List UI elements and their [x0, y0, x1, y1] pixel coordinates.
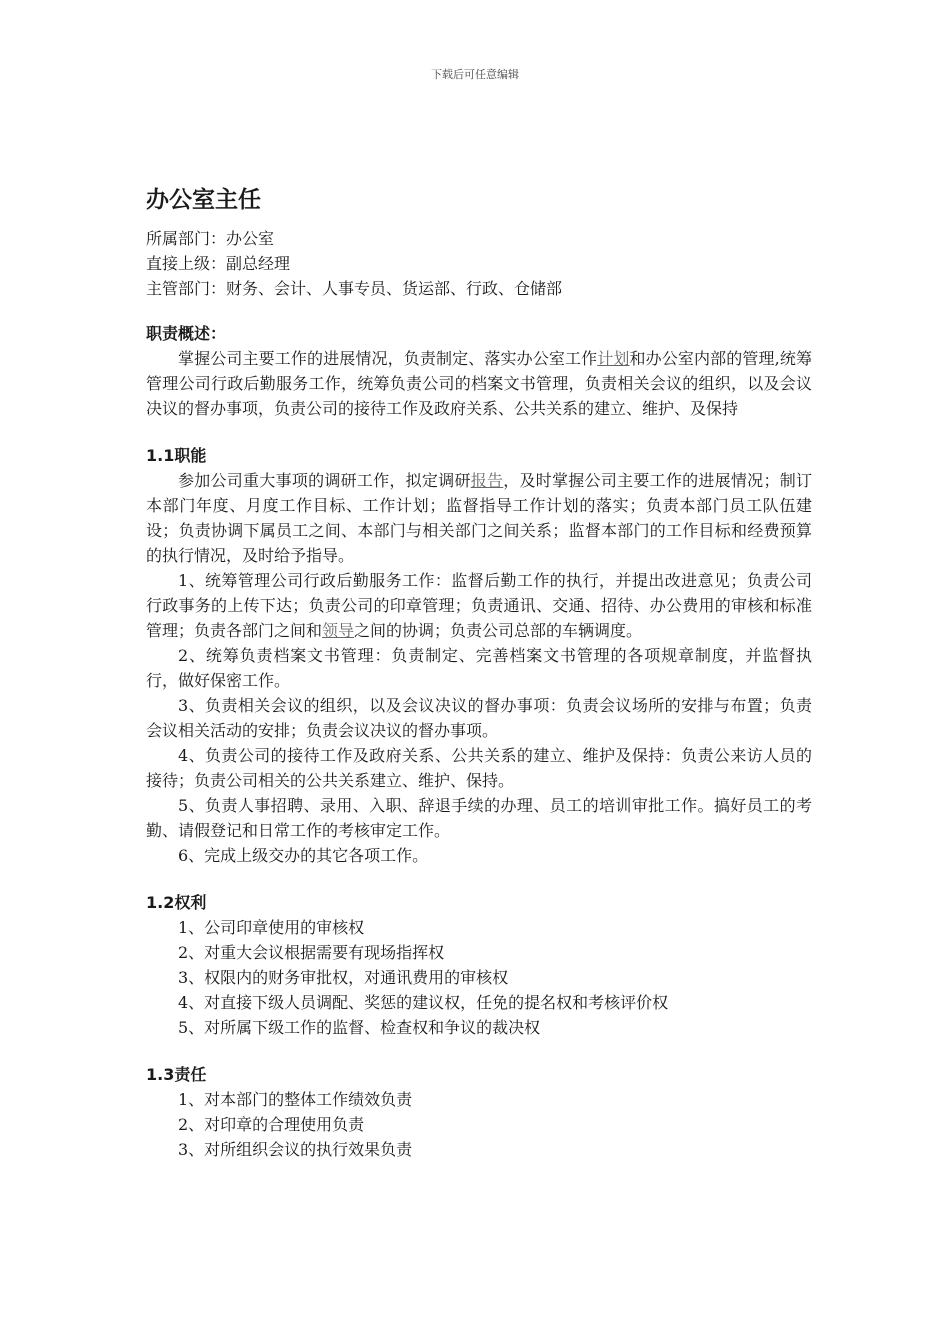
meta-managed-departments: 主管部门：财务、会计、人事专员、货运部、行政、仓储部	[146, 279, 563, 298]
function-item-6: 6、完成上级交办的其它各项工作。	[178, 846, 429, 865]
report-link[interactable]: 报告	[470, 471, 504, 490]
function-item-5: 5、负责人事招聘、录用、入职、辞退手续的办理、员工的培训审批工作。搞好员工的考勤、请假登记和日常工作的考核审定工作。	[146, 796, 812, 840]
function-item-1: 1、统筹管理公司行政后勤服务工作：监督后勤工作的执行，并提出改进意见；负责公司行政事务的上传下达；负责公司的印章管理；负责通讯、交通、招待、办公费用的审核和标准管理；负责各部门之间和领导之间的协调；负责公司总部的车辆调度。	[146, 571, 812, 640]
rights-item: 5、对所属下级工作的监督、检查权和争议的裁决权	[178, 1018, 541, 1037]
function-item-3: 3、负责相关会议的组织，以及会议决议的督办事项：负责会议场所的安排与布置；负责会议相关活动的安排；负责会议决议的督办事项。	[146, 696, 812, 740]
functions-heading: 1.1职能	[146, 446, 207, 465]
function-item-4: 4、负责公司的接待工作及政府关系、公共关系的建立、维护及保持：负责公来访人员的接待；负责公司相关的公共关系建立、维护、保持。	[146, 746, 812, 790]
rights-item: 2、对重大会议根据需要有现场指挥权	[178, 943, 445, 962]
leader-link[interactable]: 领导	[322, 621, 355, 640]
meta-superior: 直接上级：副总经理	[146, 254, 291, 273]
functions-intro: 参加公司重大事项的调研工作，拟定调研报告，及时掌握公司主要工作的进展情况；制订本部门年度、月度工作目标、工作计划；监督指导工作计划的落实；负责本部门员工队伍建设；负责协调下属员工之间、本部门与相关部门之间关系；监督本部门的工作目标和经费预算的执行情况，及时给予指导。	[146, 471, 812, 565]
function-item-2: 2、统筹负责档案文书管理：负责制定、完善档案文书管理的各项规章制度，并监督执行，做好保密工作。	[146, 646, 812, 690]
document-body	[146, 184, 812, 1162]
page-title: 办公室主任	[146, 187, 261, 213]
overview-paragraph: 掌握公司主要工作的进展情况，负责制定、落实办公室工作计划和办公室内部的管理,统筹管理公司行政后勤服务工作，统筹负责公司的档案文书管理，负责相关会议的组织，以及会议决议的督办事项，负责公司的接待工作及政府关系、公共关系的建立、维护、及保持	[146, 349, 812, 418]
overview-heading: 职责概述：	[146, 324, 227, 343]
header-note: 下载后可任意编辑	[431, 68, 519, 81]
responsibilities-heading: 1.3责任	[146, 1065, 207, 1084]
plan-link[interactable]: 计划	[597, 349, 630, 368]
job-meta	[146, 226, 812, 301]
meta-department: 所属部门：办公室	[146, 229, 275, 248]
rights-item: 3、权限内的财务审批权，对通讯费用的审核权	[178, 968, 509, 987]
rights-item: 4、对直接下级人员调配、奖惩的建议权，任免的提名权和考核评价权	[178, 993, 669, 1012]
rights-heading: 1.2权利	[146, 893, 207, 912]
rights-item: 1、公司印章使用的审核权	[178, 918, 365, 937]
responsibility-item: 1、对本部门的整体工作绩效负责	[178, 1090, 413, 1109]
responsibility-item: 3、对所组织会议的执行效果负责	[178, 1140, 413, 1159]
responsibility-item: 2、对印章的合理使用负责	[178, 1115, 365, 1134]
